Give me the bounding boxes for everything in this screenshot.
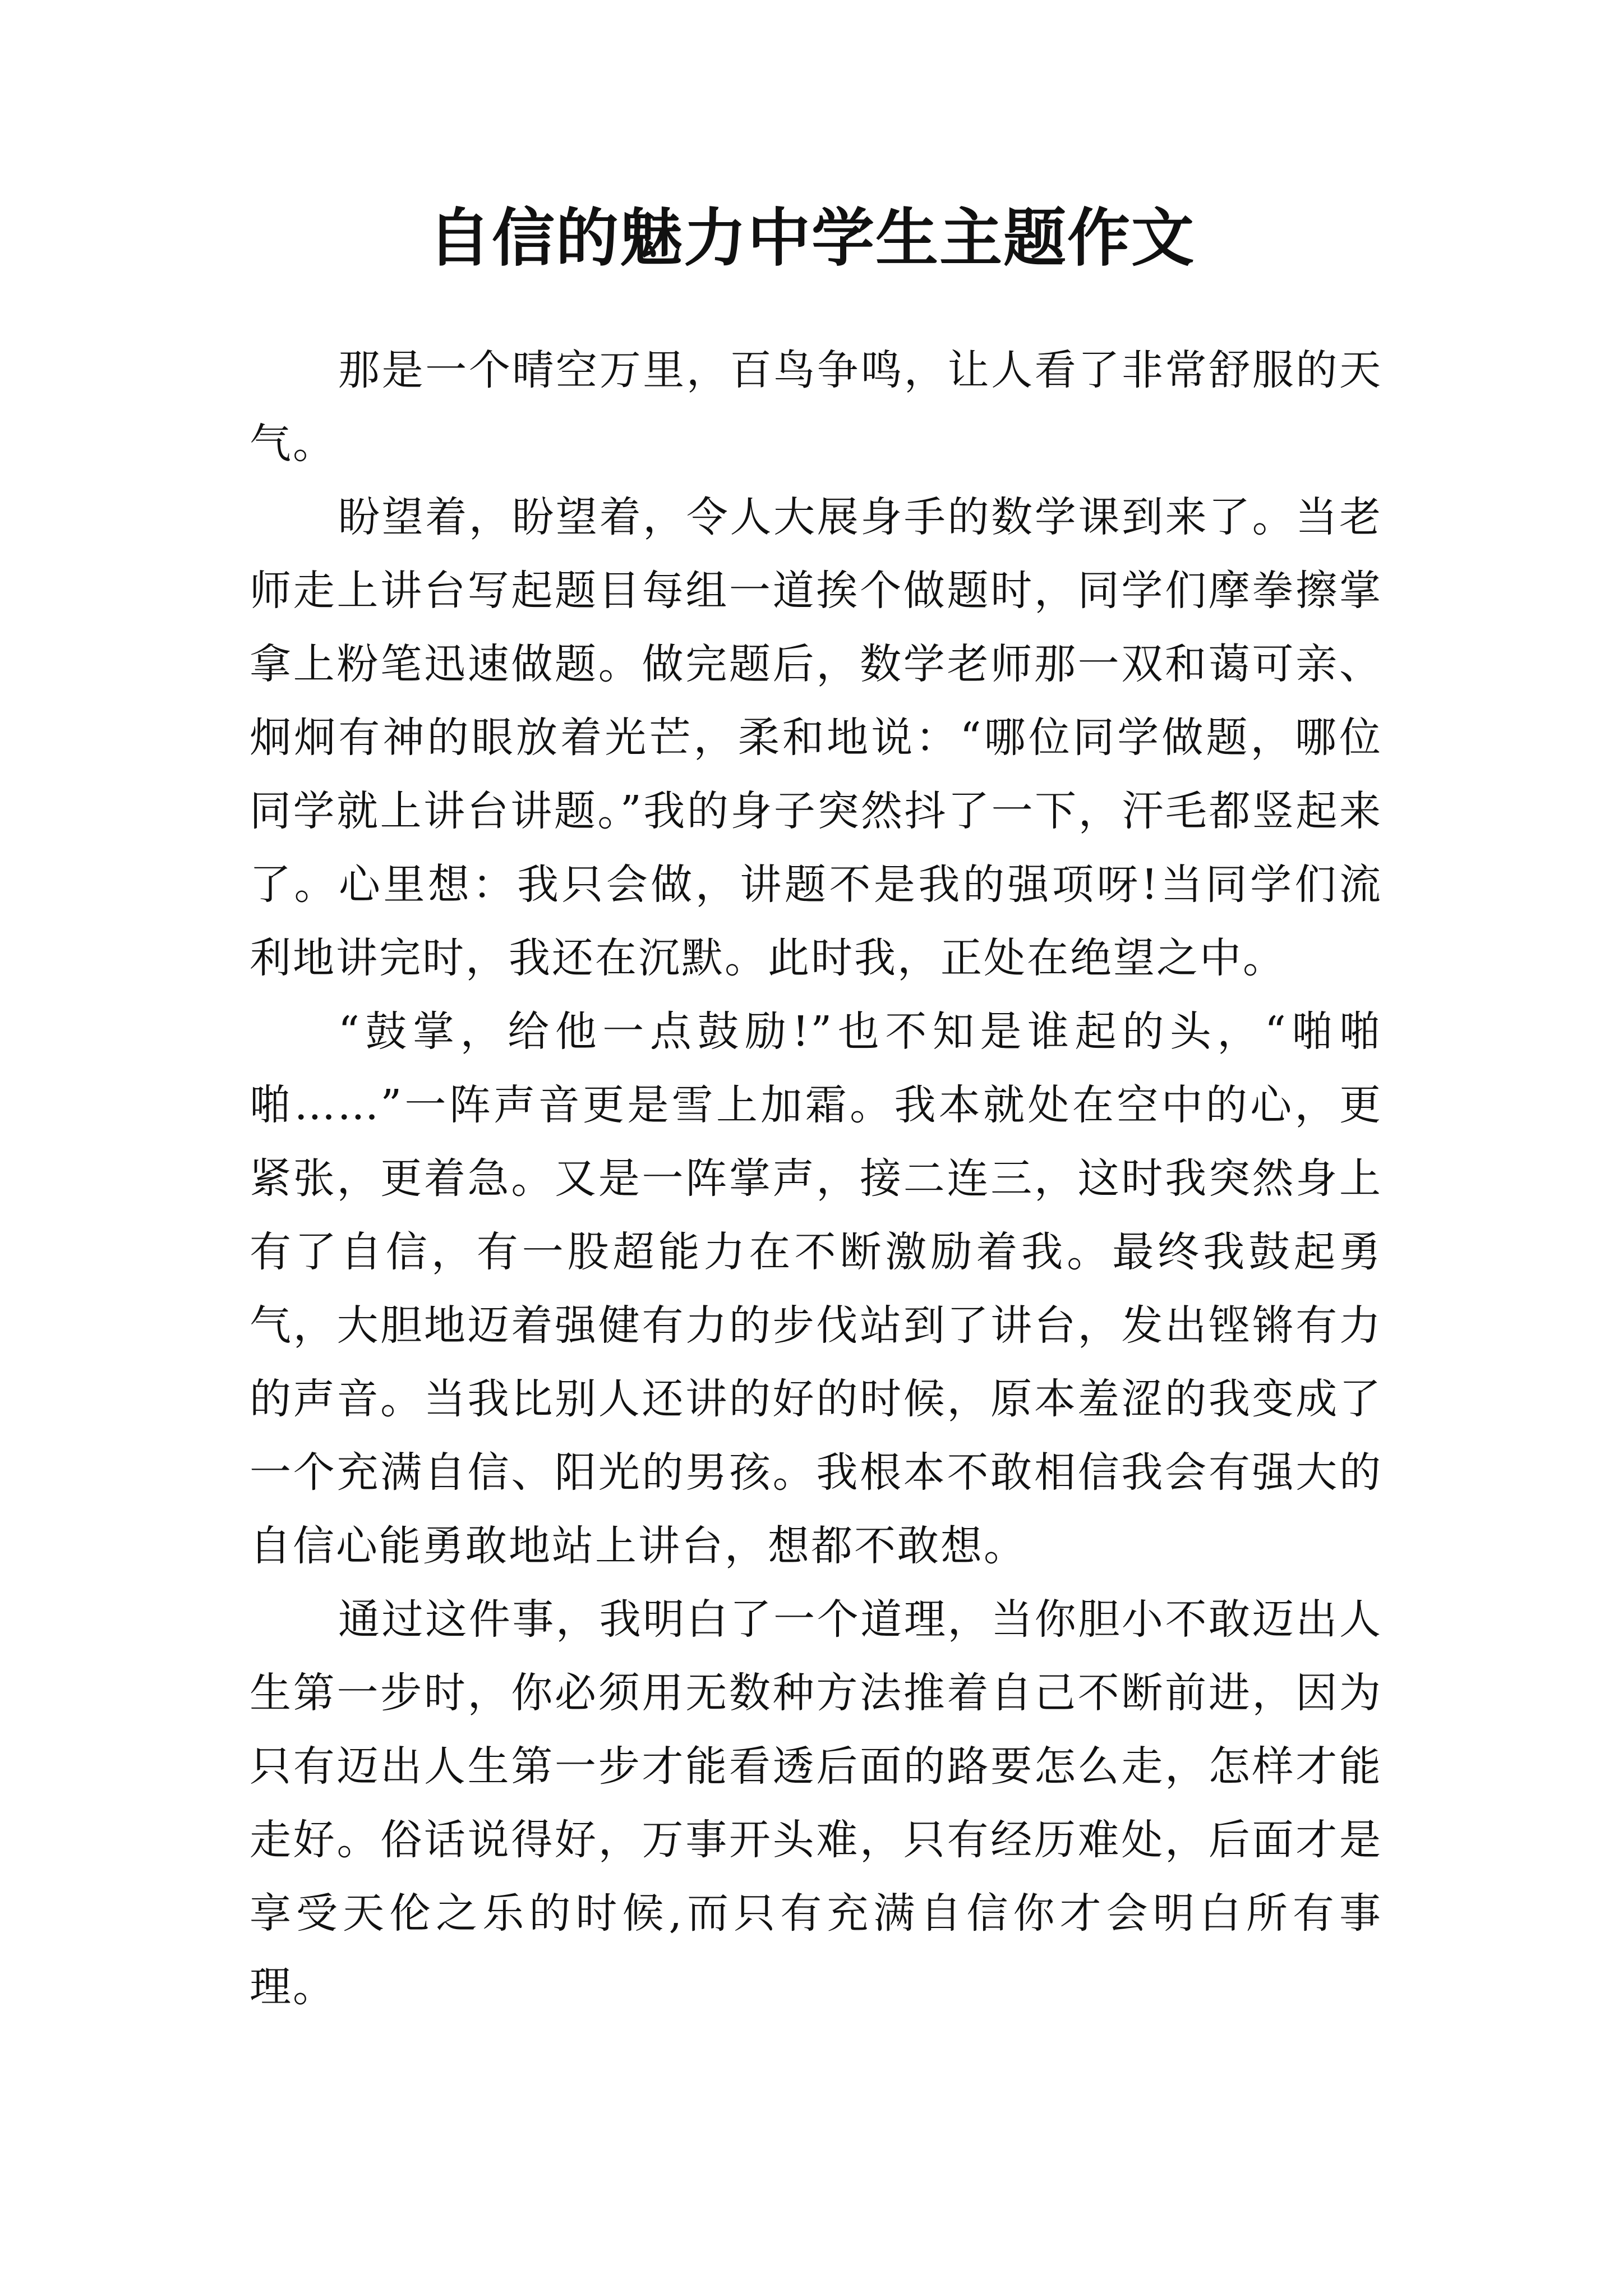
paragraph-4: 通过这件事，我明白了一个道理，当你胆小不敢迈出人生第一步时，你必须用无数种方法推着自己不断前进，因为只有迈出人生第一步才能看透后面的路要怎么走，怎样才能走好。俗话说得好，万事开头难，只有经历难处，后面才是享受天伦之乐的时候,而只有充满自信你才会明白所有事理。 xyxy=(250,1595,1382,2011)
document-title: 自信的魅力中学生主题作文 xyxy=(428,201,1195,275)
paragraph-3: “鼓掌，给他一点鼓励!”也不知是谁起的头，“啪啪啪……”一阵声音更是雪上加霜。我本就处在空中的心，更紧张，更着急。又是一阵掌声，接二连三，这时我突然身上有了自信，有一股超能力在不断激励着我。最终我鼓起勇气，大胆地迈着强健有力的步伐站到了讲台，发出铿锵有力的声音。当我比别人还讲的好的时候，原本羞涩的我变成了一个充满自信、阳光的男孩。我根本不敢相信我会有强大的自信心能勇敢地站上讲台，想都不敢想。 xyxy=(250,1007,1382,1570)
essay-body xyxy=(250,334,1382,2024)
paragraph-2: 盼望着，盼望着，令人大展身手的数学课到来了。当老师走上讲台写起题目每组一道挨个做题时，同学们摩拳擦掌拿上粉笔迅速做题。做完题后，数学老师那一双和蔼可亲、炯炯有神的眼放着光芒，柔和地说：“哪位同学做题，哪位同学就上讲台讲题。”我的身子突然抖了一下，汗毛都竖起来了。心里想：我只会做，讲题不是我的强项呀!当同学们流利地讲完时，我还在沉默。此时我，正处在绝望之中。 xyxy=(250,493,1382,982)
paragraph-1: 那是一个晴空万里，百鸟争鸣，让人看了非常舒服的天气。 xyxy=(250,346,1382,468)
